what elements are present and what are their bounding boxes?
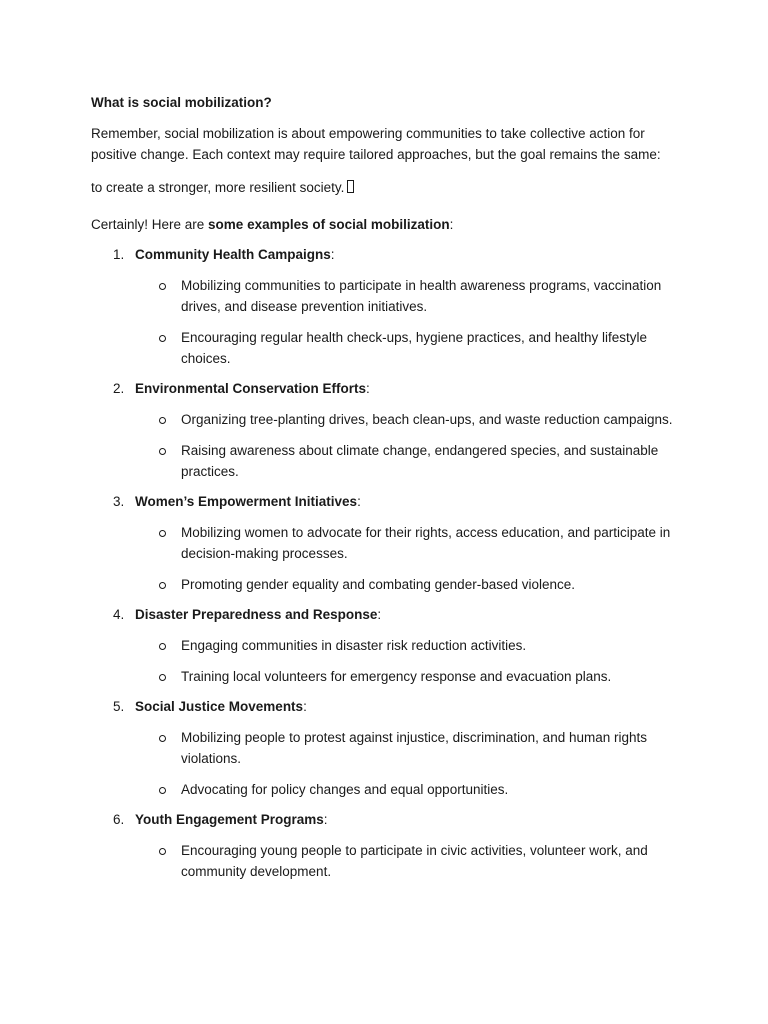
hollow-circle-bullet-icon — [159, 787, 166, 794]
example-title: Social Justice Movements — [135, 699, 304, 714]
bullet-text: Mobilizing communities to participate in health awareness programs, vaccination drives, and disease prevention initiatives. — [181, 278, 662, 314]
bullet-text: Advocating for policy changes and equal opportunities. — [181, 782, 509, 797]
example-title-colon: : — [323, 812, 328, 827]
examples-list — [91, 244, 691, 882]
intro-bold: some examples of social mobilization — [208, 217, 450, 232]
bullet-item — [135, 840, 691, 882]
example-bullets — [135, 409, 691, 482]
example-item — [91, 244, 691, 369]
hollow-circle-bullet-icon — [159, 848, 166, 855]
example-title: Environmental Conservation Efforts — [135, 381, 367, 396]
bullet-item — [135, 574, 691, 595]
hollow-circle-bullet-icon — [159, 530, 166, 537]
intro-line — [91, 214, 691, 235]
bullet-text: Mobilizing women to advocate for their rights, access education, and participate in decision-making processes. — [181, 525, 671, 561]
example-title-colon: : — [303, 699, 307, 714]
hollow-circle-bullet-icon — [159, 417, 166, 424]
bullet-text: Raising awareness about climate change, endangered species, and sustainable practices. — [181, 443, 659, 479]
example-item — [91, 696, 691, 800]
example-item — [91, 809, 691, 882]
bullet-text: Organizing tree-planting drives, beach clean-ups, and waste reduction campaigns. — [181, 412, 673, 427]
paragraph-remember: Remember, social mobilization is about empowering communities to take collective action for positive change. Each context may require tailored approaches, but the goal remains the same: — [91, 126, 661, 162]
example-bullets — [135, 635, 691, 687]
bullet-text: Mobilizing people to protest against injustice, discrimination, and human rights violations. — [181, 730, 648, 766]
bullet-item — [135, 666, 691, 687]
example-item — [91, 604, 691, 687]
hollow-circle-bullet-icon — [159, 335, 166, 342]
missing-glyph-icon — [347, 180, 354, 193]
hollow-circle-bullet-icon — [159, 735, 166, 742]
bullet-item — [135, 779, 691, 800]
bullet-text: Promoting gender equality and combating gender-based violence. — [181, 577, 576, 592]
example-title: Youth Engagement Programs — [135, 812, 324, 827]
bullet-item — [135, 327, 691, 369]
intro-prefix: Certainly! Here are — [91, 217, 209, 232]
bullet-text: Engaging communities in disaster risk reduction activities. — [181, 638, 527, 653]
example-item — [91, 491, 691, 595]
bullet-item — [135, 727, 691, 769]
example-title-colon: : — [366, 381, 370, 396]
example-number: 6. — [113, 812, 125, 827]
bullet-item — [135, 409, 691, 430]
example-title-colon: : — [330, 247, 335, 262]
hollow-circle-bullet-icon — [159, 283, 166, 290]
example-item — [91, 378, 691, 482]
example-bullets — [135, 522, 691, 595]
hollow-circle-bullet-icon — [159, 643, 166, 650]
document-heading: What is social mobilization? — [91, 95, 272, 110]
example-number: 4. — [113, 607, 125, 622]
example-number: 1. — [113, 247, 125, 262]
hollow-circle-bullet-icon — [159, 674, 166, 681]
hollow-circle-bullet-icon — [159, 448, 166, 455]
example-number: 5. — [113, 699, 125, 714]
example-bullets — [135, 275, 691, 369]
bullet-text: Encouraging regular health check-ups, hygiene practices, and healthy lifestyle choices. — [181, 330, 648, 366]
bullet-item — [135, 522, 691, 564]
bullet-item — [135, 635, 691, 656]
bullet-item — [135, 440, 691, 482]
paragraph-goal-text: to create a stronger, more resilient society. — [91, 180, 345, 195]
bullet-text: Encouraging young people to participate in civic activities, volunteer work, and community development. — [181, 843, 648, 879]
example-title-colon: : — [377, 607, 382, 622]
example-title: Disaster Preparedness and Response — [135, 607, 378, 622]
paragraph-goal — [91, 177, 691, 198]
example-bullets — [135, 840, 691, 882]
example-bullets — [135, 727, 691, 800]
hollow-circle-bullet-icon — [159, 582, 166, 589]
document-body — [91, 92, 691, 891]
bullet-item — [135, 275, 691, 317]
example-title: Community Health Campaigns — [135, 247, 331, 262]
example-title-colon: : — [357, 494, 361, 509]
example-number: 2. — [113, 381, 125, 396]
bullet-text: Training local volunteers for emergency response and evacuation plans. — [181, 669, 612, 684]
intro-suffix: : — [449, 217, 454, 232]
example-number: 3. — [113, 494, 125, 509]
example-title: Women’s Empowerment Initiatives — [135, 494, 358, 509]
